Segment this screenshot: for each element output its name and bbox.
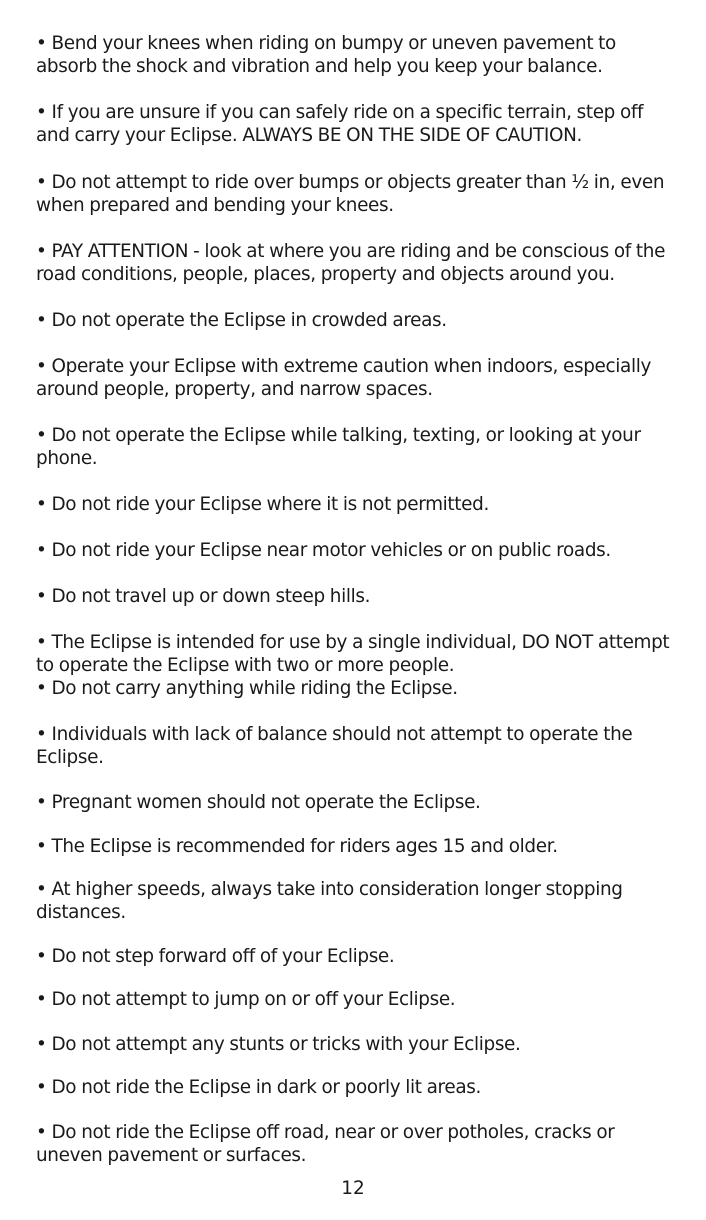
safety-item-age: • The Eclipse is recommended for riders ages 15 and older. — [36, 836, 558, 857]
safety-item-dark-areas: • Do not ride the Eclipse in dark or poorly lit areas. — [36, 1077, 481, 1098]
safety-item-crowded-areas: • Do not operate the Eclipse in crowded areas. — [36, 310, 447, 331]
safety-item-off-road: • Do not ride the Eclipse off road, near or over potholes, cracks or uneven pavement or surfaces. — [36, 1122, 615, 1166]
safety-item-not-permitted: • Do not ride your Eclipse where it is not permitted. — [36, 494, 489, 515]
safety-item-carry-anything: • Do not carry anything while riding the Eclipse. — [36, 678, 458, 699]
safety-item-pay-attention: • PAY ATTENTION - look at where you are riding and be conscious of the road conditions, people, places, property and objects around you. — [36, 241, 666, 285]
safety-item-stopping-distance: • At higher speeds, always take into consideration longer stopping distances. — [36, 879, 623, 923]
safety-item-jump: • Do not attempt to jump on or off your Eclipse. — [36, 989, 456, 1010]
safety-item-indoors: • Operate your Eclipse with extreme caution when indoors, especially around people, property, and narrow spaces. — [36, 356, 651, 400]
safety-item-step-forward: • Do not step forward off of your Eclipse. — [36, 946, 395, 967]
safety-item-bumps: • Do not attempt to ride over bumps or objects greater than ½ in, even when prepared and bending your knees. — [36, 172, 665, 216]
safety-item-stunts: • Do not attempt any stunts or tricks with your Eclipse. — [36, 1034, 521, 1055]
page-number: 12 — [341, 1178, 365, 1199]
safety-item-pregnant: • Pregnant women should not operate the Eclipse. — [36, 792, 481, 813]
safety-item-phone: • Do not operate the Eclipse while talking, texting, or looking at your phone. — [36, 425, 641, 469]
safety-item-single-individual: • The Eclipse is intended for use by a single individual, DO NOT attempt to operate the Eclipse with two or more people. — [36, 632, 670, 676]
safety-item-unsure-terrain: • If you are unsure if you can safely ride on a specific terrain, step off and carry your Eclipse. ALWAYS BE ON THE SIDE OF CAUTION. — [36, 102, 644, 146]
safety-item-balance: • Individuals with lack of balance should not attempt to operate the Eclipse. — [36, 724, 633, 768]
safety-item-steep-hills: • Do not travel up or down steep hills. — [36, 586, 371, 607]
safety-item-motor-vehicles: • Do not ride your Eclipse near motor vehicles or on public roads. — [36, 540, 611, 561]
safety-item-bend-knees: • Bend your knees when riding on bumpy or uneven pavement to absorb the shock and vibration and help you keep your balance. — [36, 33, 616, 77]
